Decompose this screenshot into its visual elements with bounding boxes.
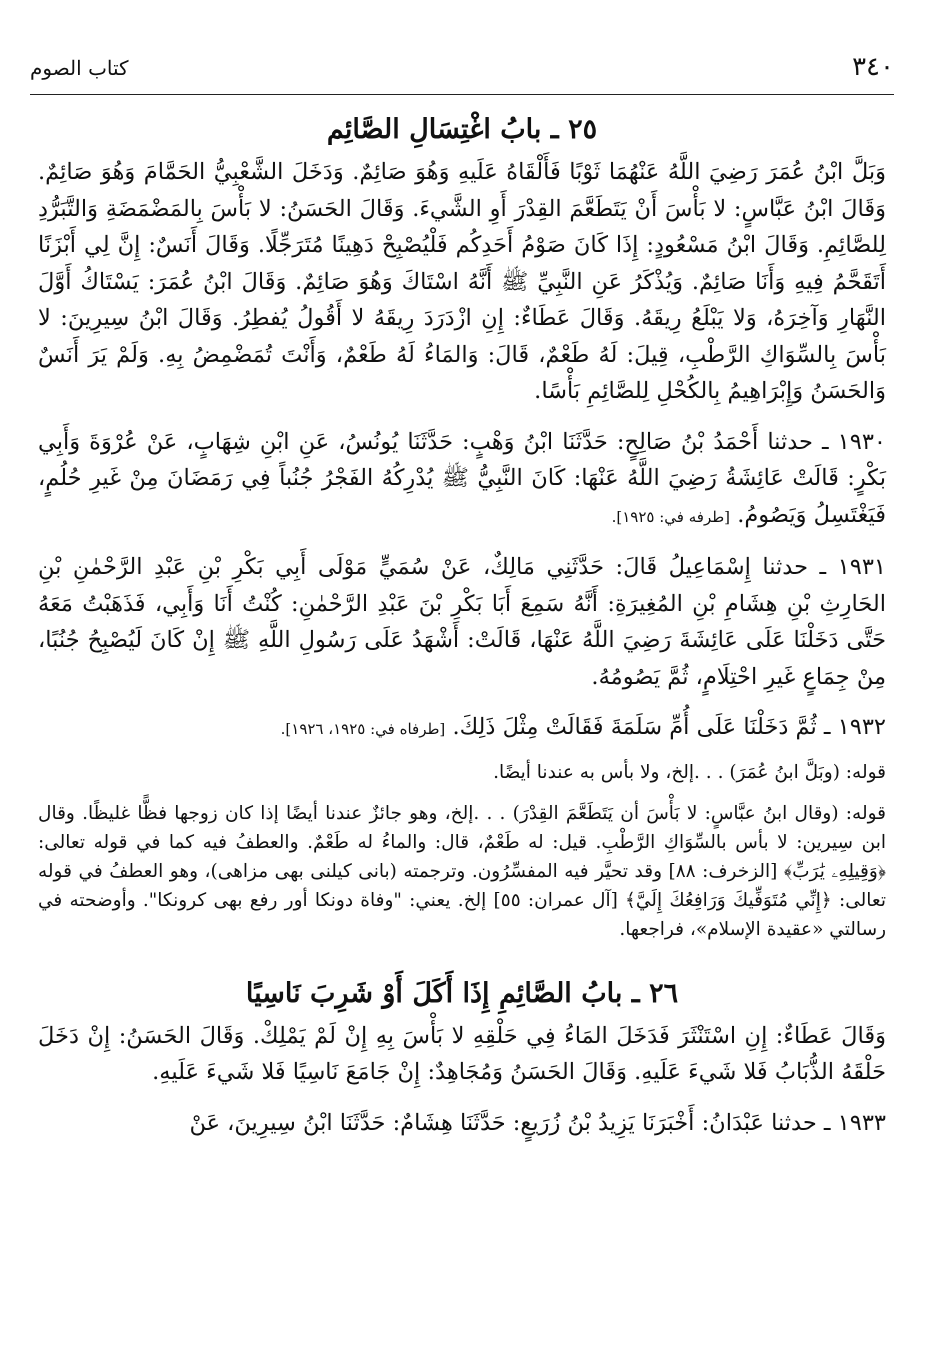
chapter-section (38, 972, 886, 1142)
chapter-title: ٢٦ ـ بابُ الصَّائِمِ إِذَا أَكَلَ أَوْ شَرِبَ نَاسِيًا (245, 977, 679, 1009)
hadith-paragraph (38, 709, 886, 748)
page-header (30, 50, 894, 95)
commentary-note: قوله: (وبَلَّ ابنُ عُمَرَ) . . .إلخ، ولا بأس به عندنا أيضًا. (493, 761, 886, 783)
hadith-text: ١٩٣٢ ـ ثُمَّ دَخَلْنَا عَلَى أُمِّ سَلَمَةَ فَقَالَتْ مِثْلَ ذَلِكَ. (452, 714, 886, 740)
cross-reference: [طرفاه في: ١٩٢٥، ١٩٢٦]. (280, 720, 446, 738)
chapter-intro: وَبَلَّ ابْنُ عُمَرَ رَضِيَ اللَّهُ عَنْهُمَا ثَوْبًا فَأَلْقَاهُ عَلَيهِ وَهُوَ صَائِمٌ. وَدَخَلَ الشَّعْبِيُّ الحَمَّامَ وَهُوَ صَائِمٌ. وَقَالَ ابْنُ عَبَّاسٍ: لا بَأْسَ أَنْ يَتَطَعَّمَ القِدْرَ أَوِ الشَّيءَ. وَقَالَ الحَسَنُ: لا بَأْسَ بِالمَضْمَضَةِ وَالتَّبَرُّدِ لِلصَّائِمِ. وَقَالَ ابْنُ مَسْعُودٍ: إِذَا كَانَ صَوْمُ أَحَدِكُم فَلْيُصْبِحْ دَهِينًا مُتَرَجِّلًا. وَقَالَ أَنَسٌ: إِنَّ لِي أَبْزَنًا أَتَقَحَّمُ فِيهِ وَأَنَا صَائِمٌ. وَيُذْكَرُ عَنِ النَّبِيِّ ﷺ أَنَّهُ اسْتَاكَ وَهُوَ صَائِمٌ. وَقَالَ ابْنُ عُمَرَ: يَسْتَاكُ أَوَّلَ النَّهَارِ وَآخِرَهُ، وَلا يَبْلَعُ رِيقَهُ. وَقَالَ عَطَاءٌ: إِنِ ازْدَرَدَ رِيقَهُ لا أَقُولُ يُفطِرُ. وَقَالَ ابْنُ سِيرِينَ: لا بَأْسَ بِالسِّوَاكِ الرَّطْبِ، قِيلَ: لَهُ طَعْمٌ، قَالَ: وَالمَاءُ لَهُ طَعْمٌ، وَأَنْتَ تُمَضْمِضُ بِهِ. وَلَمْ يَرَ أَنَسٌ وَالحَسَنُ وَإِبْرَاهِيمُ بِالكُحْلِ لِلصَّائِمِ بَأْسًا. (38, 159, 886, 404)
page-number: ٣٤٠ (852, 52, 894, 82)
chapter-title: ٢٥ ـ بابُ اغْتِسَالِ الصَّائِم (326, 114, 598, 145)
chapter-intro: وَقَالَ عَطَاءٌ: إِنِ اسْتَنْثَرَ فَدَخَلَ المَاءُ فِي حَلْقِهِ لا بَأْسَ بِهِ إِنْ لَمْ يَمْلِكْ. وَقَالَ الحَسَنُ: إِنْ دَخَلَ حَلْقَهُ الذُّبَابُ فَلا شَيءَ عَلَيهِ. وَقَالَ الحَسَنُ وَمُجَاهِدٌ: إِنْ جَامَعَ نَاسِيًا فَلا شَيءَ عَلَيهِ. (38, 1022, 886, 1085)
hadith-paragraph (38, 549, 886, 695)
page-content (38, 108, 886, 1141)
cross-reference: [طرفه في: ١٩٢٥]. (611, 507, 731, 526)
hadith-text: ١٩٣١ ـ حدثنا إِسْمَاعِيلُ قَالَ: حَدَّثَنِي مَالِكٌ، عَنْ سُمَيٍّ مَوْلَى أَبِي بَكْرِ بْنِ عَبْدِ الرَّحْمٰنِ بْنِ الحَارِثِ بْنِ هِشَامِ بْنِ المُغِيرَةِ: أَنَّهُ سَمِعَ أَبَا بَكْرِ بْنَ عَبْدِ الرَّحْمٰنِ: كُنْتُ أَنَا وَأَبِي، فَذَهَبْتُ مَعَهُ حَتَّى دَخَلْنَا عَلَى عَائِشَةَ رَضِيَ اللَّهُ عَنْهَا، قَالَتْ: أَشْهَدُ عَلَى رَسُولِ اللَّهِ ﷺ إِنْ كَانَ لَيُصْبِحُ جُنُبًا، مِنْ جِمَاعٍ غَيرِ احْتِلَامٍ، ثُمَّ يَصُومُهُ. (38, 554, 886, 690)
hadith-text: ١٩٣٣ ـ حدثنا عَبْدَانُ: أَخْبَرَنَا يَزِيدُ بْنُ زُرَيعٍ: حَدَّثَنَا هِشَامٌ: حَدَّثَنَا ابْنُ سِيرِينَ، عَنْ (189, 1109, 886, 1136)
commentary-notes (38, 758, 886, 944)
commentary-note: قوله: (وقال ابنُ عبَّاسٍ: لا بَأْسَ أن يَتَطَعَّمَ القِدْرَ) . . .إلخ، وهو جائزٌ عندنا أيضًا إذا كان زوجها فظًّا غليظًا. وقال ابن سِيرين: لا بأس بالسِّوَاكِ الرَّطْبِ. قيل: له طَعْمٌ، قال: والماءُ له طَعْمٌ. والعطفُ فيه كما في قوله تعالى: ﴿وَقِيلِهِۦ يَٰرَبِّ﴾ [الزخرف: ٨٨] وقد تحيَّر فيه المفسِّرُون. وترجمته (بانى كيلنى بهى مزاهى)، وهو العطفُ في قوله تعالى: ﴿إِنِّي مُتَوَفِّيكَ وَرَافِعُكَ إِلَيَّ﴾ [آل عمران: ٥٥] إلخ. يعني: "وفاة دونكا أور رفع بهى كرونكا". وأوضحته في رسالتي «عقيدة الإسلام»، فراجعها. (38, 802, 886, 940)
hadith-text: ١٩٣٠ ـ حدثنا أَحْمَدُ بْنُ صَالِحٍ: حَدَّثَنَا ابْنُ وَهْبٍ: حَدَّثَنَا يُونُسُ، عَنِ ابْنِ شِهَابٍ، عَنْ عُرْوَةَ وَأَبِي بَكْرٍ: قَالَتْ عَائِشَةُ رَضِيَ اللَّهُ عَنْهَا: كَانَ النَّبِيُّ ﷺ يُدْرِكُهُ الفَجْرُ جُنُباً فِي رَمَضَانَ مِنْ غَيرِ حُلُمٍ، فَيَغْتَسِلُ وَيَصُومُ. (38, 428, 886, 528)
book-title: كتاب الصوم (30, 56, 129, 80)
hadith-paragraph (38, 424, 886, 536)
